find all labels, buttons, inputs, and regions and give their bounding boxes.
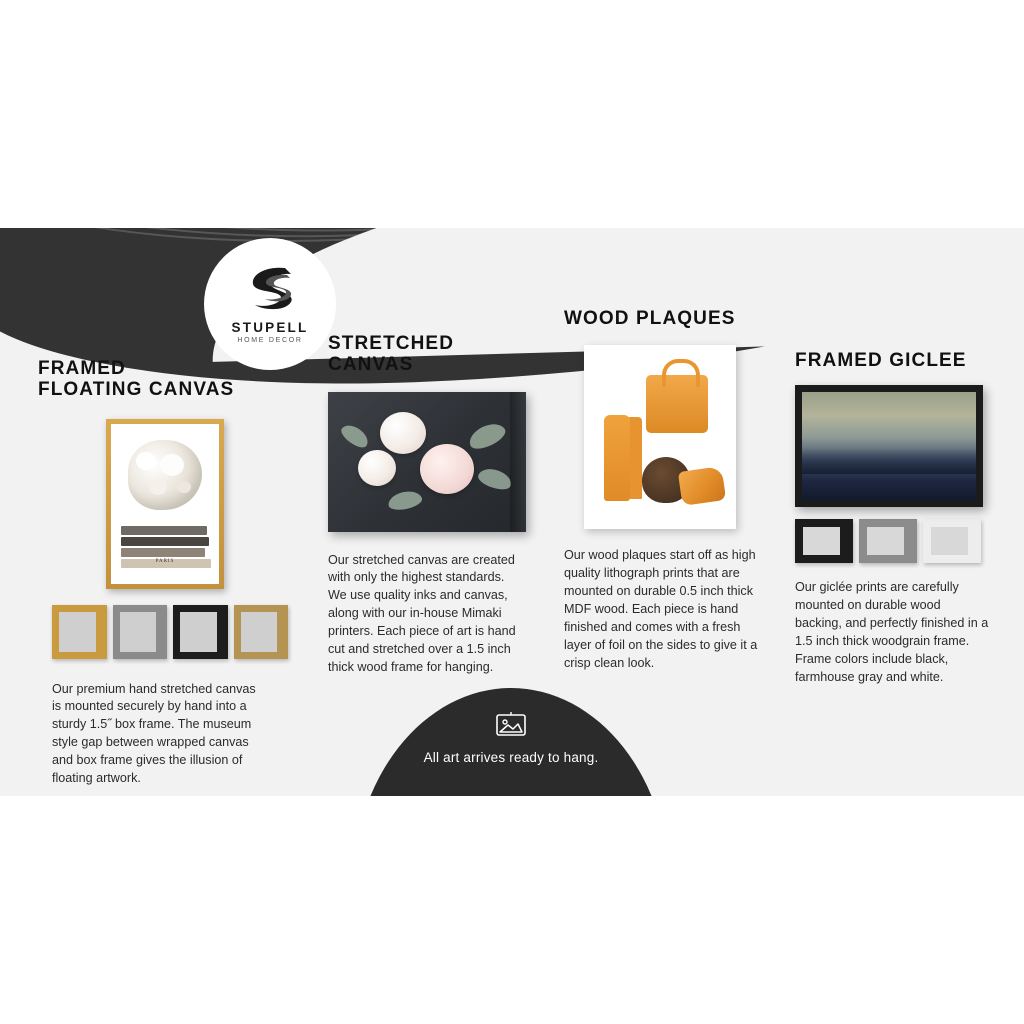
column-title-line1: STRETCHED (328, 333, 455, 354)
flower-illustration (380, 412, 426, 454)
column-title-line1: FRAMED GICLEE (795, 350, 967, 371)
stretched-canvas-artwork (328, 392, 526, 532)
ready-to-hang-banner (352, 688, 670, 796)
swatch-mat (59, 612, 96, 652)
column-title-line1: WOOD PLAQUES (564, 308, 736, 329)
canvas-side-edge (510, 392, 526, 532)
gray-frame-swatch (113, 605, 168, 659)
white-giclee-frame-swatch (923, 519, 981, 563)
swoosh-s-logo-icon (241, 264, 299, 316)
farmhouse-gray-giclee-frame-swatch (859, 519, 917, 563)
frame-color-swatches (52, 605, 288, 659)
brand-name: STUPELL (231, 320, 309, 335)
floating-canvas-artwork (106, 419, 224, 589)
framed-picture-icon (494, 710, 528, 738)
book (121, 537, 209, 546)
leaf-illustration (338, 420, 372, 450)
leaf-illustration (476, 465, 514, 493)
artwork-inner (111, 424, 219, 584)
handbag-illustration (646, 375, 708, 433)
banner-text: All art arrives ready to hang. (423, 750, 599, 765)
brand-logo (204, 238, 336, 370)
column-stretched-canvas (328, 333, 538, 677)
book (121, 526, 207, 535)
column-title-line2: CANVAS (328, 354, 414, 376)
wood-plaque-artwork (584, 345, 736, 529)
swatch-mat (120, 612, 157, 652)
swatch-mat (241, 612, 278, 652)
black-giclee-frame-swatch (795, 519, 853, 563)
column-description: Our stretched canvas are created with only the highest standards. We use quality inks and canvas, along with our in-house Mimaki printers. Each piece of art is hand cut and stretched over a 1.5 inch thick wood frame for hanging. (328, 552, 516, 674)
column-title (38, 358, 288, 401)
column-title (795, 350, 995, 371)
column-title-line2: FLOATING CANVAS (38, 379, 235, 401)
column-description: Our premium hand stretched canvas is mounted securely by hand into a sturdy 1.5˝ box frame. The museum style gap between wrapped canvas and box frame gives the illusion of floating artwork. (52, 681, 256, 785)
leaf-illustration (466, 418, 509, 452)
banner-content (352, 688, 670, 796)
brand-subtitle: HOME DECOR (237, 337, 303, 344)
wood-frame-swatch (234, 605, 289, 659)
column-framed-giclee (795, 350, 995, 687)
book (121, 548, 205, 557)
gold-frame-swatch (52, 605, 107, 659)
flower-illustration (358, 450, 396, 486)
swatch-mat (180, 612, 217, 652)
column-framed-floating-canvas (38, 358, 288, 788)
bouquet-illustration (128, 440, 202, 510)
column-description: Our wood plaques start off as high quality lithograph prints that are mounted on durable 0.5 inch thick MDF wood. Each piece is hand finished and comes with a fresh layer of foil on the sides to give it a crisp clean look. (564, 548, 758, 670)
artwork-inner (802, 392, 976, 500)
column-title-line1: FRAMED (38, 358, 126, 379)
column-title (328, 333, 538, 376)
scarf-illustration (678, 466, 726, 506)
column-wood-plaques (564, 308, 764, 672)
column-description: Our giclée prints are carefully mounted on durable wood backing, and perfectly finished in a 1.5 inch thick woodgrain frame. Frame colors include black, farmhouse gray and white. (795, 580, 989, 684)
black-frame-swatch (173, 605, 228, 659)
framed-giclee-artwork (795, 385, 983, 507)
flower-illustration (420, 444, 474, 494)
column-title (564, 308, 764, 329)
giclee-frame-swatches (795, 519, 995, 563)
boots-illustration (604, 415, 630, 501)
leaf-illustration (387, 488, 424, 512)
product-types-band (0, 228, 1024, 796)
artwork-caption: PARIS (155, 558, 175, 564)
